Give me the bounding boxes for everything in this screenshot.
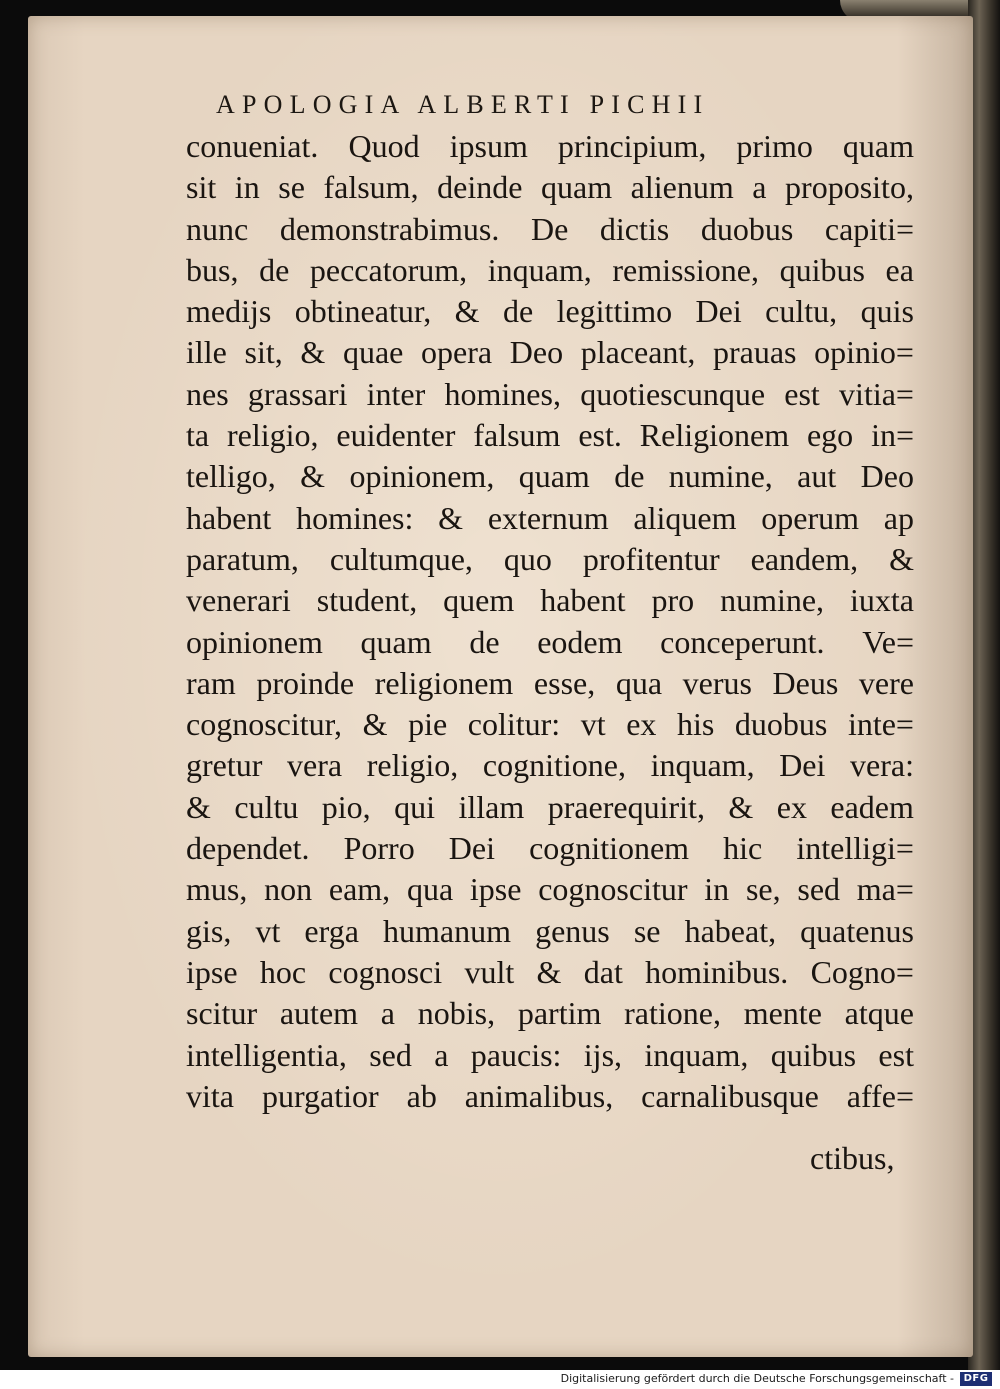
text-line: medijs obtineatur, & de legittimo Dei cultu, quis xyxy=(186,293,914,330)
text-line: venerari student, quem habent pro numine, iuxta xyxy=(186,582,914,619)
text-line: telligo, & opinionem, quam de numine, aut Deo xyxy=(186,458,914,495)
text-line: nes grassari inter homines, quotiescunque est vitia= xyxy=(186,375,914,412)
text-line: ta religio, euidenter falsum est. Religionem ego in= xyxy=(186,417,914,454)
text-line: opinionem quam de eodem conceperunt. Ve= xyxy=(186,623,914,660)
text-line: habent homines: & externum aliquem operum ap xyxy=(186,499,914,536)
text-line: gretur vera religio, cognitione, inquam, Dei vera: xyxy=(186,747,914,784)
text-line: intelligentia, sed a paucis: ijs, inquam, quibus est xyxy=(186,1036,914,1073)
catchword: ctibus, xyxy=(810,1140,895,1176)
text-line: ille sit, & quae opera Deo placeant, prauas opinio= xyxy=(186,334,914,371)
text-line: sit in se falsum, deinde quam alienum a proposito, xyxy=(186,169,914,206)
text-line: bus, de peccatorum, inquam, remissione, quibus ea xyxy=(186,251,914,288)
text-line: nunc demonstrabimus. De dictis duobus capiti= xyxy=(186,210,914,247)
running-head: APOLOGIA ALBERTI PICHII xyxy=(216,90,710,119)
text-line: paratum, cultumque, quo profitentur eandem, & xyxy=(186,540,914,577)
text-line: conueniat. Quod ipsum principium, primo quam xyxy=(186,128,914,164)
body-text xyxy=(186,126,914,1117)
text-line: cognoscitur, & pie colitur: vt ex his duobus inte= xyxy=(186,706,914,743)
text-line: & cultu pio, qui illam praerequirit, & ex eadem xyxy=(186,788,914,825)
text-line: dependet. Porro Dei cognitionem hic intelligi= xyxy=(186,830,914,867)
text-line: vita purgatior ab animalibus, carnalibusque affe= xyxy=(186,1077,914,1114)
text-line: mus, non eam, qua ipse cognoscitur in se, sed ma= xyxy=(186,871,914,908)
text-line: ram proinde religionem esse, qua verus Deus vere xyxy=(186,664,914,701)
dfg-logo[interactable]: DFG xyxy=(960,1372,992,1386)
text-line: ipse hoc cognosci vult & dat hominibus. Cogno= xyxy=(186,953,914,990)
footer-credit-text: Digitalisierung gefördert durch die Deutsche Forschungsgemeinschaft - xyxy=(560,1372,954,1385)
text-line: gis, vt erga humanum genus se habeat, quatenus xyxy=(186,912,914,949)
text-line: scitur autem a nobis, partim ratione, mente atque xyxy=(186,995,914,1032)
